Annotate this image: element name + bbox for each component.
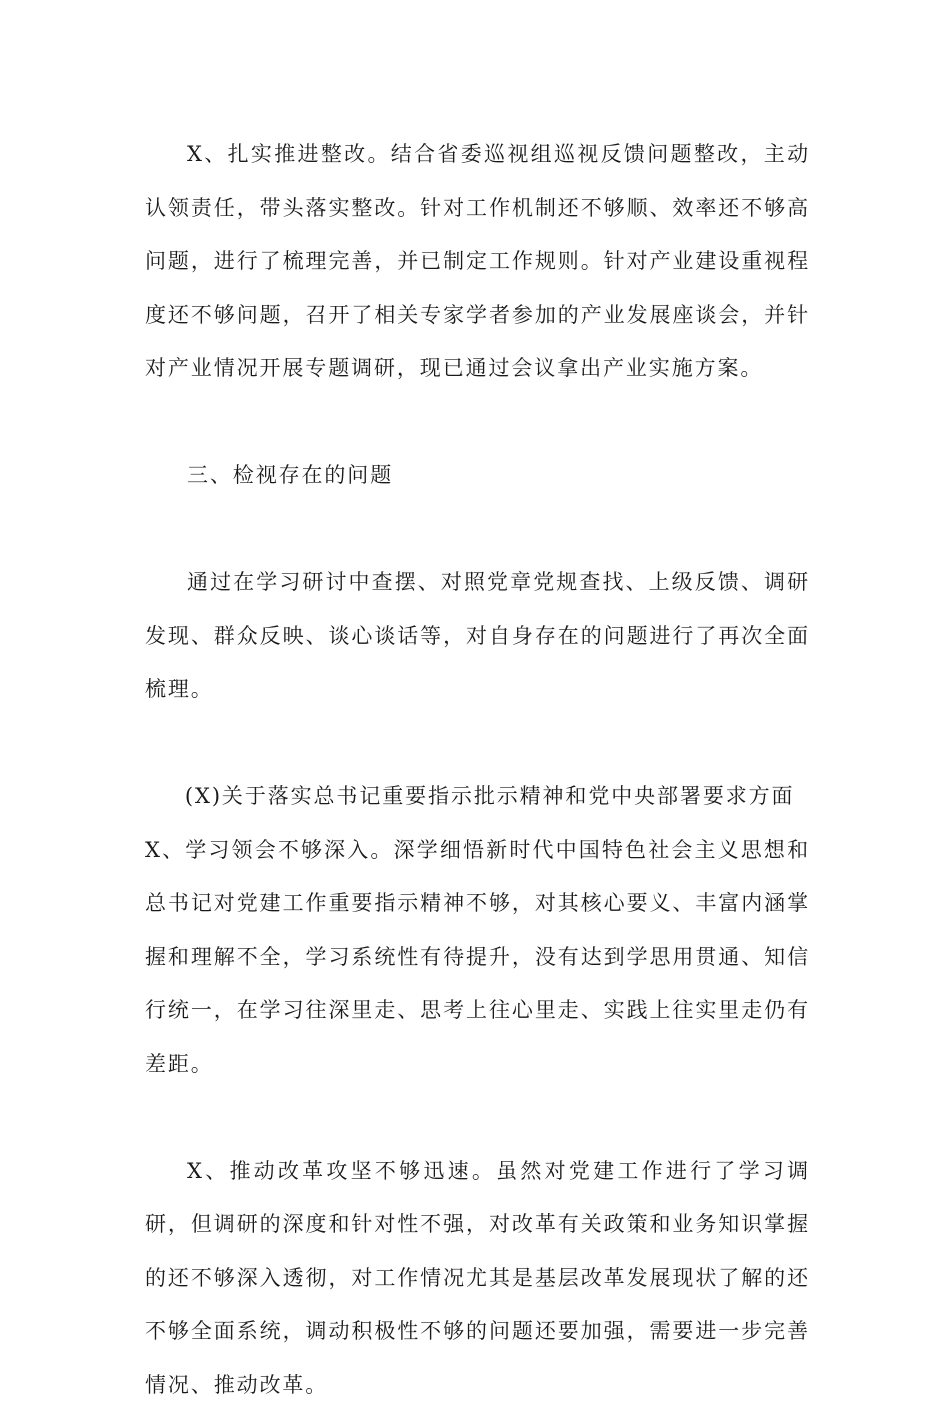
paragraph-reform-issue: X、推动改革攻坚不够迅速。虽然对党建工作进行了学习调研，但调研的深度和针对性不强，对改革有关政策和业务知识掌握的还不够深入透彻，对工作情况尤其是基层改革发展现状了解的还不够全面系统，调动积极性不够的问题还要加强，需要进一步完善情况、推动改革。 <box>145 1145 810 1412</box>
paragraph-review-intro: 通过在学习研讨中查摆、对照党章党规查找、上级反馈、调研发现、群众反映、谈心谈话等，对自身存在的问题进行了再次全面梳理。 <box>145 556 810 717</box>
paragraph-rectification: X、扎实推进整改。结合省委巡视组巡视反馈问题整改，主动认领责任，带头落实整改。针对工作机制还不够顺、效率还不够高问题，进行了梳理完善，并已制定工作规则。针对产业建设重视程度还不够问题，召开了相关专家学者参加的产业发展座谈会，并针对产业情况开展专题调研，现已通过会议拿出产业实施方案。 <box>145 128 810 396</box>
paragraph-study-issue: X、学习领会不够深入。深学细悟新时代中国特色社会主义思想和总书记对党建工作重要指示精神不够，对其核心要义、丰富内涵掌握和理解不全，学习系统性有待提升，没有达到学思用贯通、知信行统一，在学习往深里走、思考上往心里走、实践上往实里走仍有差距。 <box>145 824 810 1092</box>
document-body <box>145 128 810 1412</box>
subsection-heading: (X)关于落实总书记重要指示批示精神和党中央部署要求方面 <box>145 770 810 824</box>
section-heading-problems: 三、检视存在的问题 <box>145 449 810 503</box>
